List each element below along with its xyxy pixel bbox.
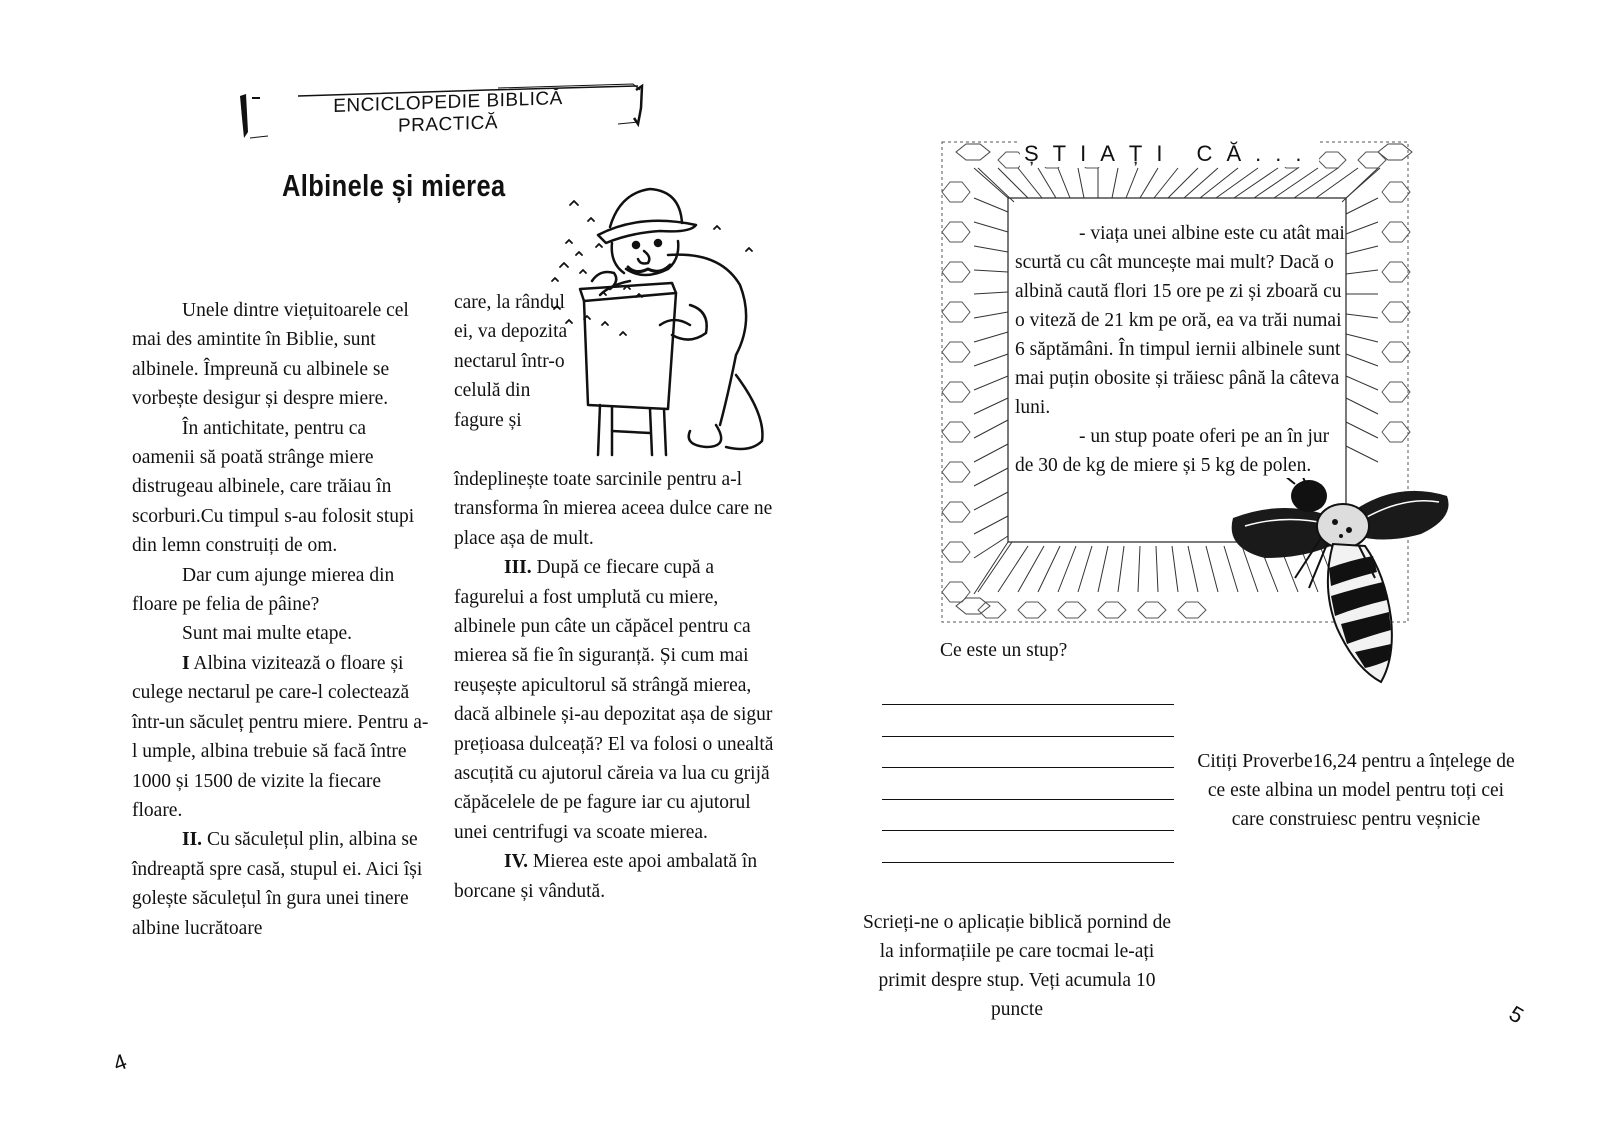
banner-title: ENCICLOPEDIE BIBLICĂ PRACTICĂ [333,87,563,137]
answer-line[interactable] [882,704,1174,705]
step-label: IV. [504,851,529,873]
step-label: I [182,652,190,674]
step-text: Albina vizitează o floare și culege nectarul pe care-l colectează într-un săculeț pentru miere. Pentru a-l umple, albina trebuie să facă între 1000 și 1500 de vizite la fiecare floare. [132,652,429,821]
fact-paragraph: - viața unei albine este cu atât mai scurtă cu cât muncește mai mult? Dacă o albină caută flori 15 ore pe zi și zboară cu o viteză de 21 km pe oră, ea va trăi numai 6 săptămâni. În timpul iernii albinele sunt mai puțin obosite și trăiesc până la câteva luni. [1015,223,1345,418]
paragraph: Unele dintre viețuitoarele cel mai des amintite în Biblie, sunt albinele. Împreună cu albinele se vorbește desigur și despre miere. [132,300,409,410]
article-column-2-top: care, la rândul ei, va depozita nectarul într-o celulă din fagure și [454,292,568,431]
step-label: II. [182,829,203,851]
step-text: Mierea este apoi ambalată în borcane și vândută. [454,851,758,902]
article-column-2 [454,465,774,906]
page-number-right: 5 [1504,1000,1528,1029]
answer-line[interactable] [882,799,1174,800]
paragraph: Sunt mai multe etape. [182,623,353,645]
answer-lines[interactable] [882,704,1174,893]
paragraph: În antichitate, pentru ca oamenii să poată strânge miere distrugeau albinele, care trăiau în scorburi.Cu timpul s-au folosit stupi din lemn construiți de om. [132,417,415,557]
step-label: III. [504,557,532,579]
paragraph: Dar cum ajunge mierea din floare pe felia de pâine? [132,564,395,616]
did-you-know-text [1015,219,1345,480]
step-1 [132,649,432,825]
answer-line[interactable] [882,830,1174,831]
beekeeper-illustration [540,185,780,480]
step-2 [132,825,432,943]
page-number-left: 4 [109,1048,130,1077]
paragraph: îndeplinește toate sarcinile pentru a-l transforma în mierea aceea dulce care ne place așa de mult. [454,469,773,549]
proverbs-note: Citiți Proverbe16,24 pentru a înțelege de ce este albina un model pentru toți cei care construiesc pentru veșnicie [1197,751,1515,830]
fact-paragraph: - un stup poate oferi pe an în jur de 30 de kg de miere și 5 kg de polen. [1015,426,1330,476]
article-title: Albinele și mierea [282,168,506,203]
step-4 [454,847,774,906]
step-text: După ce fiecare cupă a fagurelui a fost umplută cu miere, albinele pun câte un căpăcel pentru ca mierea să fie în siguranță. Și cum mai reușește apicultorul să strângă mierea, dacă albinele și-au depozitat așa de sigur prețioasa dulceață? El va folosi o unealtă ascuțită cu ajutorul căreia va lua cu grijă căpăcelele de pe fagure iar cu ajutorul unei centrifugi va scoate mierea. [454,557,774,843]
section-banner [238,78,658,148]
write-prompt: Scrieți-ne o aplicație biblică pornind de la informațiile pe care tocmai le-ați primit despre stup. Veți acumula 10 puncte [862,912,1172,1020]
step-3 [454,553,774,847]
bee-illustration [1225,478,1455,693]
answer-line[interactable] [882,767,1174,768]
answer-line[interactable] [882,736,1174,737]
question-label: Ce este un stup? [940,640,1068,661]
step-text: Cu săculețul plin, albina se îndreaptă spre casă, stupul ei. Aici își golește săculețul în gura unei tinere albine lucrătoare [132,829,423,939]
article-column-1 [132,296,432,943]
did-you-know-heading: ȘTIAȚI CĂ... [1020,141,1319,167]
answer-line[interactable] [882,862,1174,863]
